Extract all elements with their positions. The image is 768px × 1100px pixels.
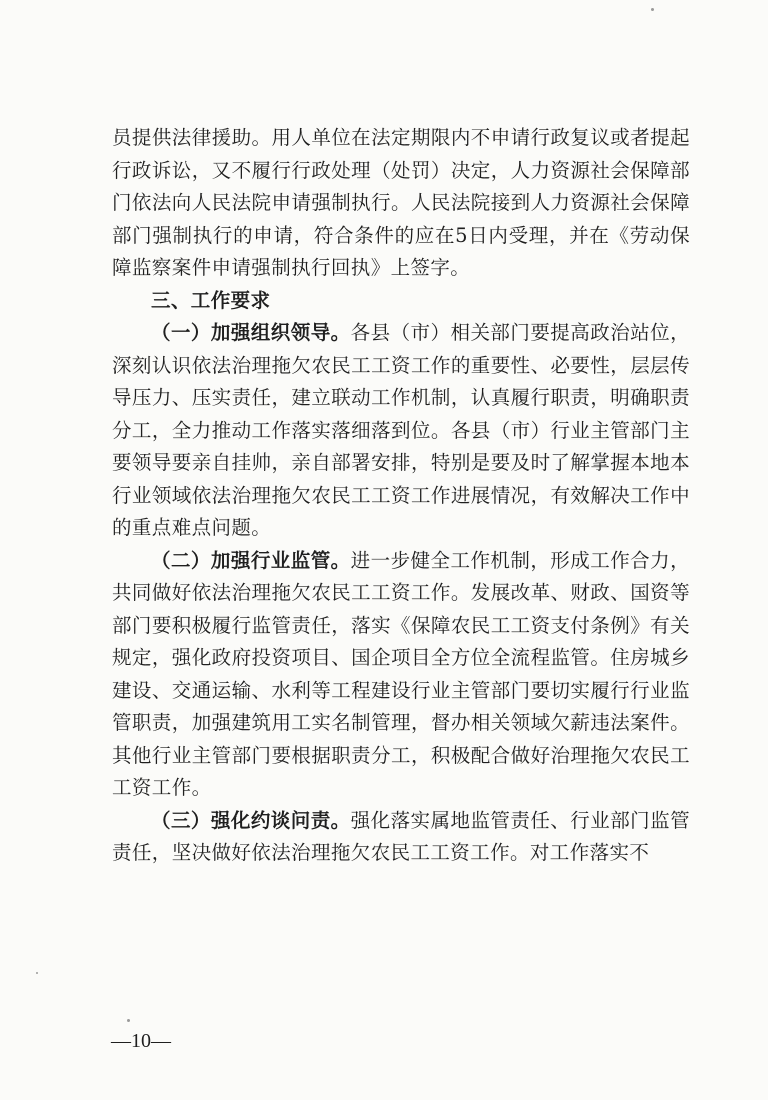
continuation-paragraph: 员提供法律援助。用人单位在法定期限内不申请行政复议或者提起行政诉讼，又不履行行政处理（处罚）决定，人力资源社会保障部门依法向人民法院申请强制执行。人民法院接到人力资源社会保障部门强制执行的申请，符合条件的应在5日内受理，并在《劳动保障监察案件申请强制执行回执》上签字。: [112, 126, 690, 279]
scan-speck: [651, 8, 654, 11]
item-text-3: 强化落实属地监管责任、行业部门监管责任，坚决做好依法治理拖欠农民工工资工作。对工作落实不: [112, 808, 690, 864]
item-lead-3: （三）强化约谈问责。: [151, 808, 351, 832]
document-body: [112, 122, 690, 870]
scan-speck: [127, 1019, 130, 1022]
item-lead-1: （一）加强组织领导。: [151, 321, 351, 344]
item-text-1: 各县（市）相关部门要提高政治站位，深刻认识依法治理拖欠农民工工资工作的重要性、必要性，层层传导压力、压实责任，建立联动工作机制，认真履行职责，明确职责分工，全力推动工作落实落细落到位。各县（市）行业主管部门主要领导要亲自挂帅，亲自部署安排，特别是要及时了解掌握本地本行业领域依法治理拖欠农民工工资工作进展情况，有效解决工作中的重点难点问题。: [112, 321, 690, 539]
item-text-2: 进一步健全工作机制，形成工作合力，共同做好依法治理拖欠农民工工资工作。发展改革、财政、国资等部门要积极履行监管责任，落实《保障农民工工资支付条例》有关规定，强化政府投资项目、国企项目全方位全流程监管。住房城乡建设、交通运输、水利等工程建设行业主管部门要切实履行行业监管职责，加强建筑用工实名制管理，督办相关领域欠薪违法案件。其他行业主管部门要根据职责分工，积极配合做好治理拖欠农民工工资工作。: [112, 548, 690, 799]
section-heading: 三、工作要求: [151, 288, 271, 312]
item-paragraph-1: [112, 317, 690, 545]
item-paragraph-2: [112, 545, 690, 805]
page-number: —10—: [111, 1030, 171, 1052]
item-lead-2: （二）加强行业监管。: [151, 548, 351, 572]
scan-speck: [36, 972, 38, 974]
item-paragraph-3: [112, 805, 690, 870]
